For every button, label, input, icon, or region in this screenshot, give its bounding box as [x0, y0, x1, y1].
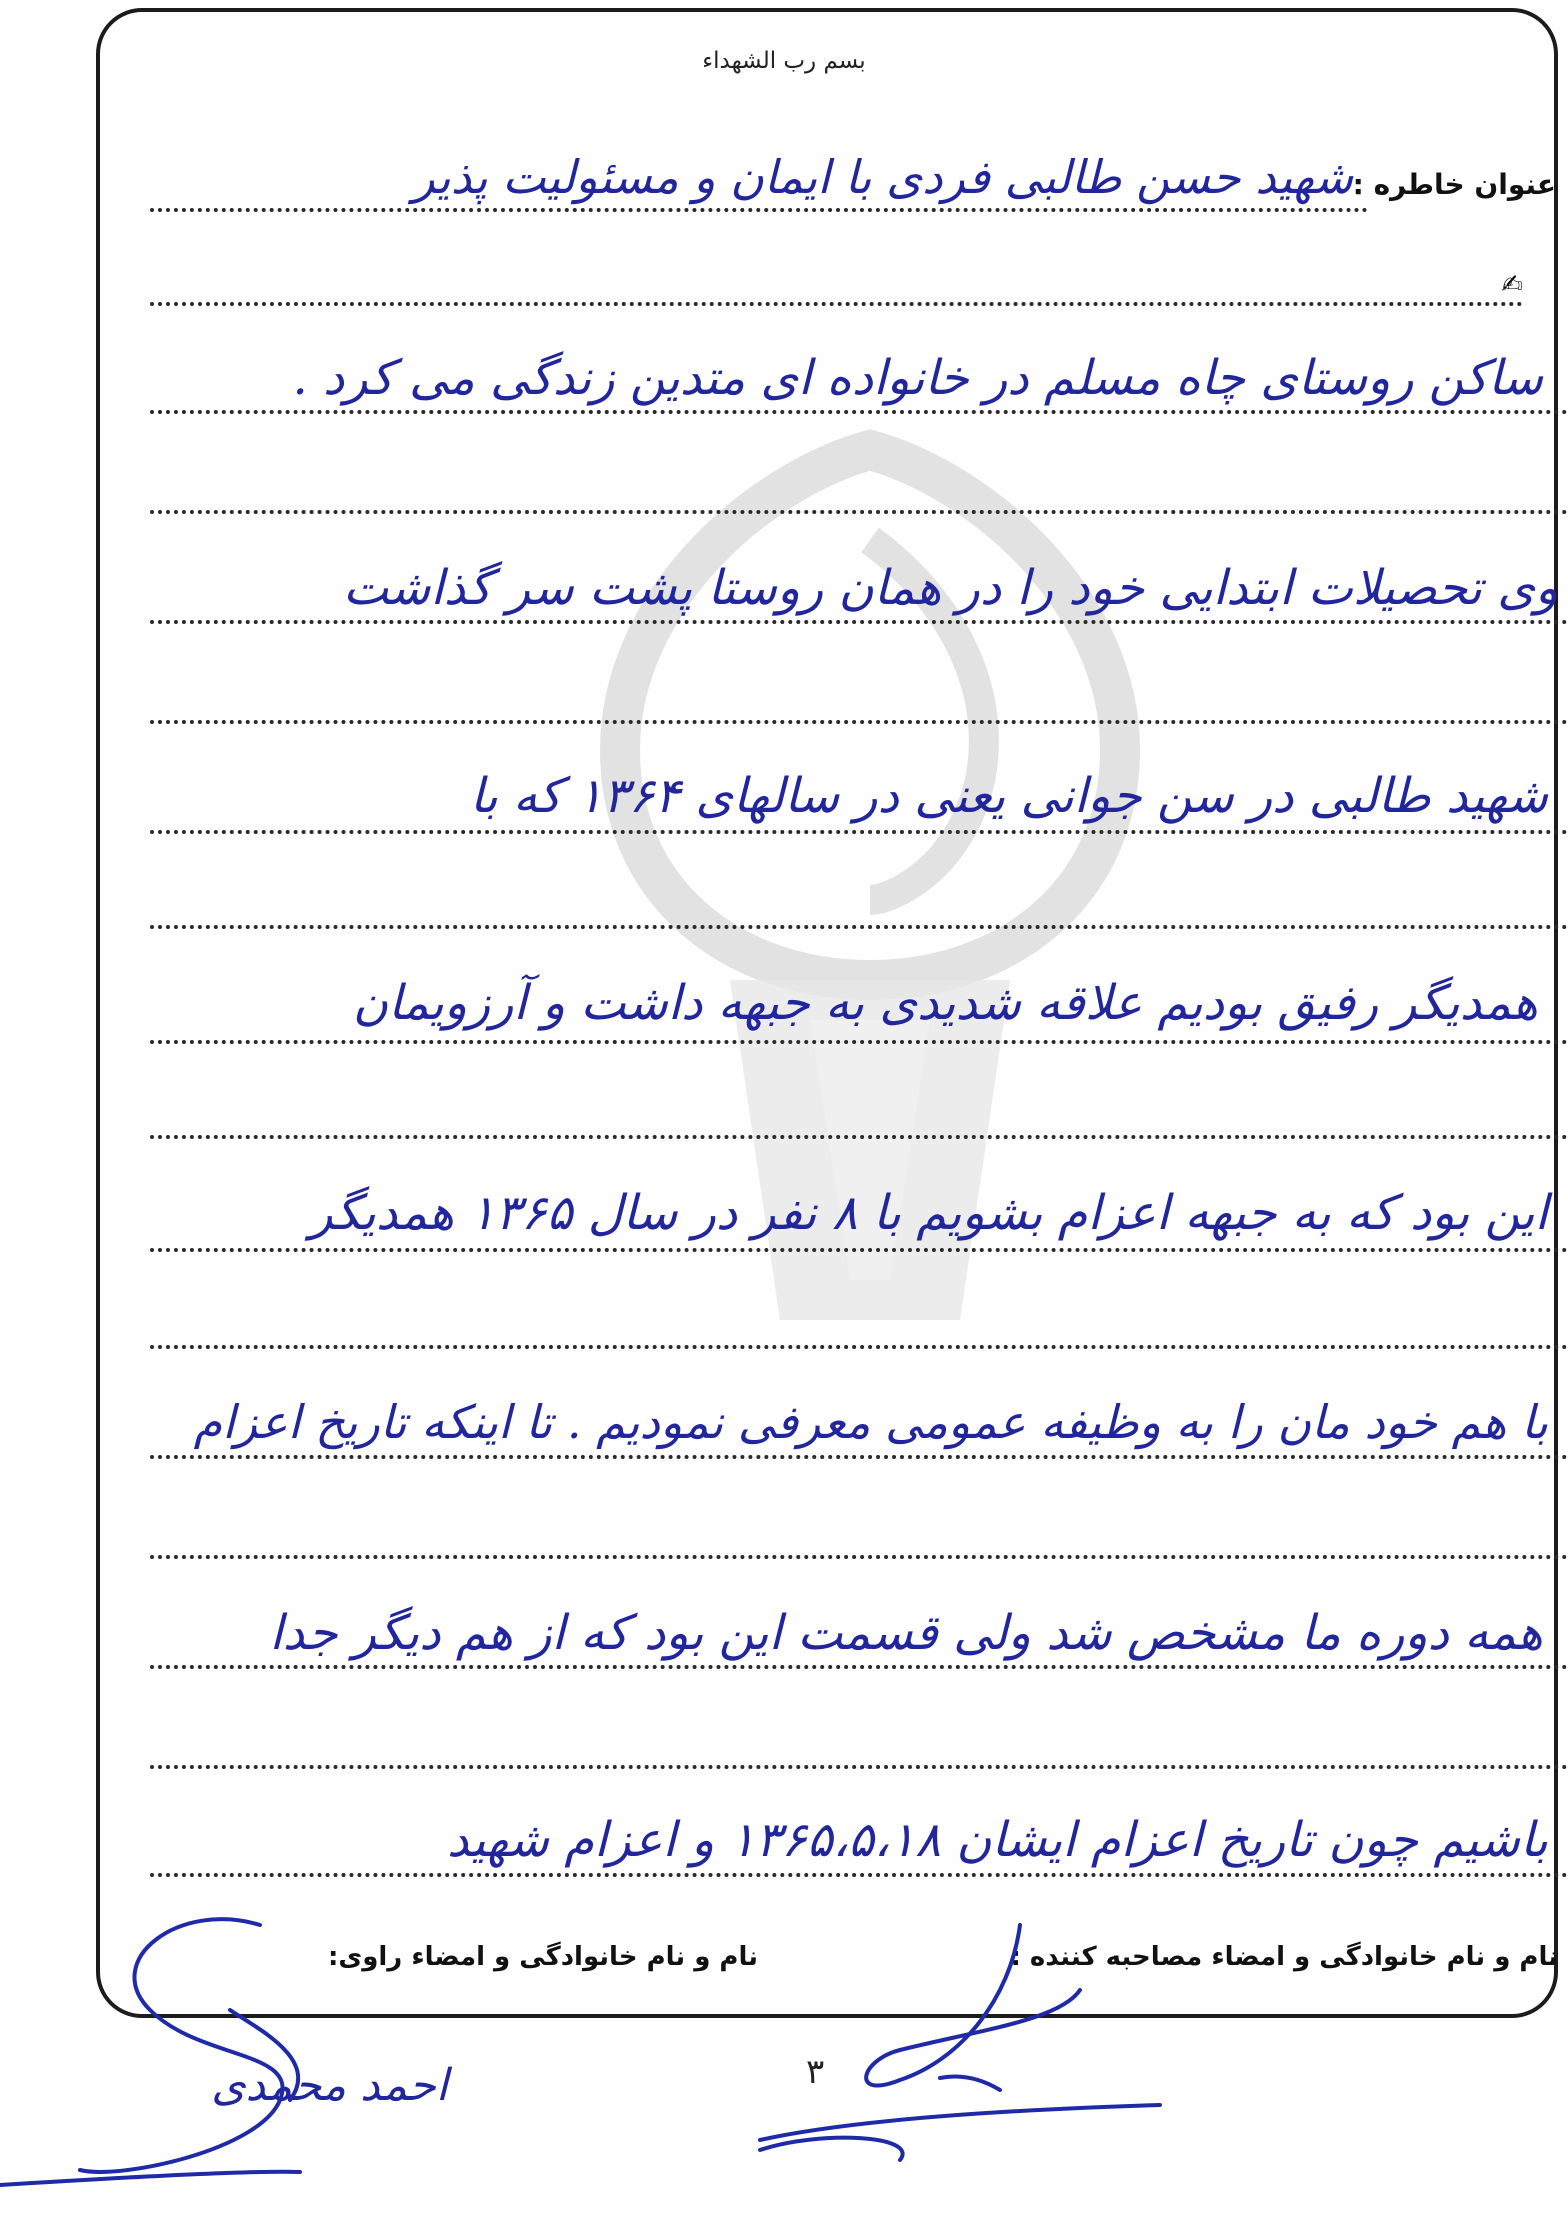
body-line-2: وی تحصیلات ابتدایی خود را در همان روستا پشت سر گذاشت: [343, 560, 1558, 616]
interviewer-signature-icon: [760, 1925, 1160, 2160]
body-line-3: شهید طالبی در سن جوانی یعنی در سالهای ۱۳۶۴ که با: [469, 768, 1548, 824]
body-line-1: ساکن روستای چاه مسلم در خانواده ای متدین زندگی می کرد .: [292, 350, 1543, 406]
body-line-8: باشیم چون تاریخ اعزام ایشان ۱۳۶۵،۵،۱۸ و اعزام شهید: [446, 1812, 1548, 1868]
body-line-4: همدیگر رفیق بودیم علاقه شدیدی به جبهه داشت و آرزویمان: [352, 975, 1538, 1031]
pen-icon: ✍: [1501, 270, 1523, 300]
page-header: بسم رب الشهداء: [702, 48, 866, 74]
page-number: ۳: [806, 2052, 825, 2092]
narrator-signature-label: نام و نام خانوادگی و امضاء راوی:: [328, 1942, 758, 1972]
narrator-signature-icon: [0, 1919, 300, 2185]
memory-title-label: عنوان خاطره :: [1352, 168, 1556, 201]
body-line-5: این بود که به جبهه اعزام بشویم با ۸ نفر در سال ۱۳۶۵ همدیگر: [309, 1185, 1548, 1241]
memory-title-value: شهید حسن طالبی فردی با ایمان و مسئولیت پذیر: [412, 150, 1353, 204]
body-line-6: با هم خود مان را به وظیفه عمومی معرفی نمودیم . تا اینکه تاریخ اعزام: [193, 1395, 1548, 1449]
narrator-name: احمد محمدی: [211, 2060, 448, 2111]
body-line-7: همه دوره ما مشخص شد ولی قسمت این بود که از هم دیگر جدا: [269, 1605, 1543, 1661]
interviewer-signature-label: نام و نام خانوادگی و امضاء مصاحبه کننده :: [1010, 1942, 1558, 1972]
